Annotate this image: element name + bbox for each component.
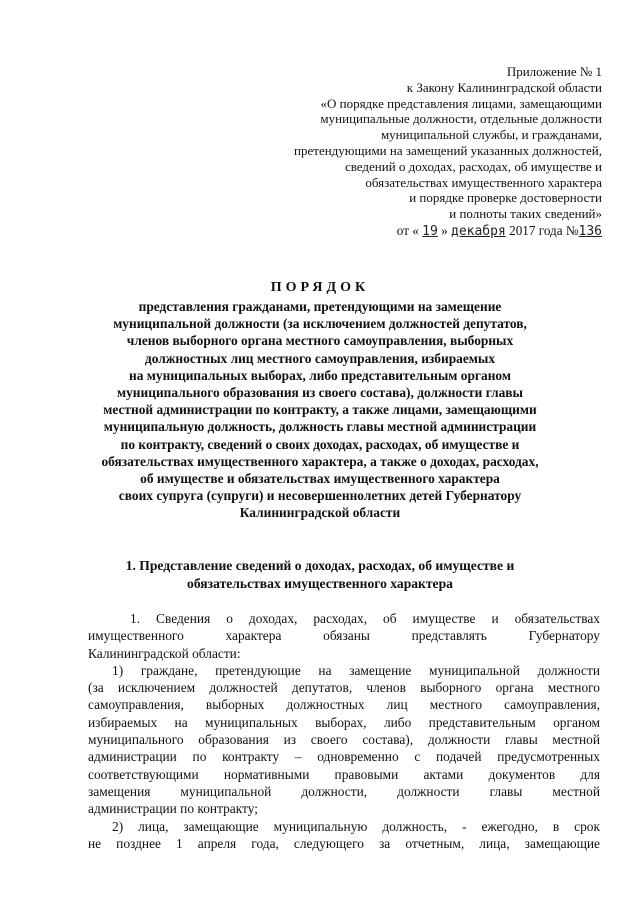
- annex-line: и порядке проверке достоверности: [409, 190, 602, 206]
- body-line: замещения муниципальной должности, должности главы местной: [88, 783, 600, 799]
- annex-line: обязательствах имущественного характера: [365, 174, 602, 190]
- body-text: [88, 610, 600, 852]
- subtitle-line: должностных лиц местного самоуправления, избираемых: [144, 350, 496, 366]
- body-line: самоуправления, выборных должностных лиц местного самоуправления,: [88, 697, 600, 713]
- subtitle-line: по контракту, сведений о своих доходах, расходах, об имуществе и: [120, 436, 520, 452]
- date-year: 2017 года №: [509, 222, 579, 238]
- annex-line: «О порядке представления лицами, замещающими: [320, 95, 602, 111]
- body-line: не позднее 1 апреля года, следующего за отчетным, лица, замещающие: [88, 835, 600, 851]
- subtitle-line: муниципальную должность, должность главы местной администрации: [103, 419, 537, 435]
- subtitle-line: обязательствах имущественного характера, а также о доходах, расходах,: [101, 453, 539, 469]
- date-number: 136: [578, 223, 602, 239]
- document-subtitle: [40, 298, 600, 522]
- body-line: муниципального образования из своего состава), должности главы местной: [88, 732, 600, 748]
- annex-line: муниципальной службы, и гражданами,: [380, 127, 602, 143]
- date-month: декабря: [451, 223, 506, 239]
- subtitle-line: представления гражданами, претендующими на замещение: [138, 299, 502, 314]
- subtitle-line: муниципального образования из своего состава), должности главы: [116, 385, 523, 401]
- body-line: избираемых на муниципальных выборах, либо представительным органом: [88, 714, 600, 730]
- body-line: администрации по контракту;: [88, 801, 258, 817]
- annex-line: муниципальные должности, отдельные должности: [320, 111, 602, 127]
- subtitle-line: членов выборного органа местного самоуправления, выборных: [126, 333, 514, 349]
- section-heading-line: 1. Представление сведений о доходах, расходах, об имуществе и: [125, 558, 515, 573]
- body-line: 2) лица, замещающие муниципальную должность, - ежегодно, в срок: [112, 818, 600, 834]
- body-line: имущественного характера обязаны представлять Губернатору: [88, 628, 600, 644]
- subtitle-line: на муниципальных выборах, либо представительным органом: [129, 367, 511, 383]
- subtitle-line: об имуществе и обязательствах имущественного характера: [140, 471, 500, 487]
- date-day: 19: [422, 223, 438, 239]
- body-line: (за исключением должностей депутатов, членов выборного органа местного: [88, 680, 600, 696]
- annex-line: к Закону Калининградской области: [406, 79, 602, 95]
- annex-line: сведений о доходах, расходах, об имуществе и: [344, 158, 602, 174]
- body-line: соответствующими нормативными правовыми актами документов для: [88, 766, 600, 782]
- body-line: Калининградской области:: [88, 645, 241, 661]
- date-prefix: от «: [396, 222, 419, 238]
- annex-line: и полноты таких сведений»: [449, 206, 602, 222]
- date-mid: »: [441, 222, 448, 238]
- subtitle-line: местной администрации по контракту, а также лицами, замещающими: [103, 402, 537, 418]
- body-line: 1) граждане, претендующие на замещение муниципальной должности: [112, 662, 600, 678]
- annex-line: претендующими на замещений указанных должностей,: [294, 142, 602, 158]
- annex-line: Приложение № 1: [506, 64, 602, 79]
- subtitle-line: Калининградской области: [239, 505, 401, 521]
- law-date-line: [250, 223, 602, 240]
- body-line: 1. Сведения о доходах, расходах, об имуществе и обязательствах: [130, 611, 600, 626]
- section-heading-line: обязательствах имущественного характера: [187, 576, 453, 591]
- document-title: ПОРЯДОК: [270, 280, 370, 295]
- body-line: администрации по контракту – одновременно с подачей предусмотренных: [88, 749, 600, 765]
- subtitle-line: своих супруга (супруги) и несовершеннолетних детей Губернатору: [118, 488, 522, 504]
- annex-header: [250, 64, 602, 240]
- section-heading: [40, 557, 600, 593]
- subtitle-line: муниципальной должности (за исключением должностей депутатов,: [113, 316, 527, 332]
